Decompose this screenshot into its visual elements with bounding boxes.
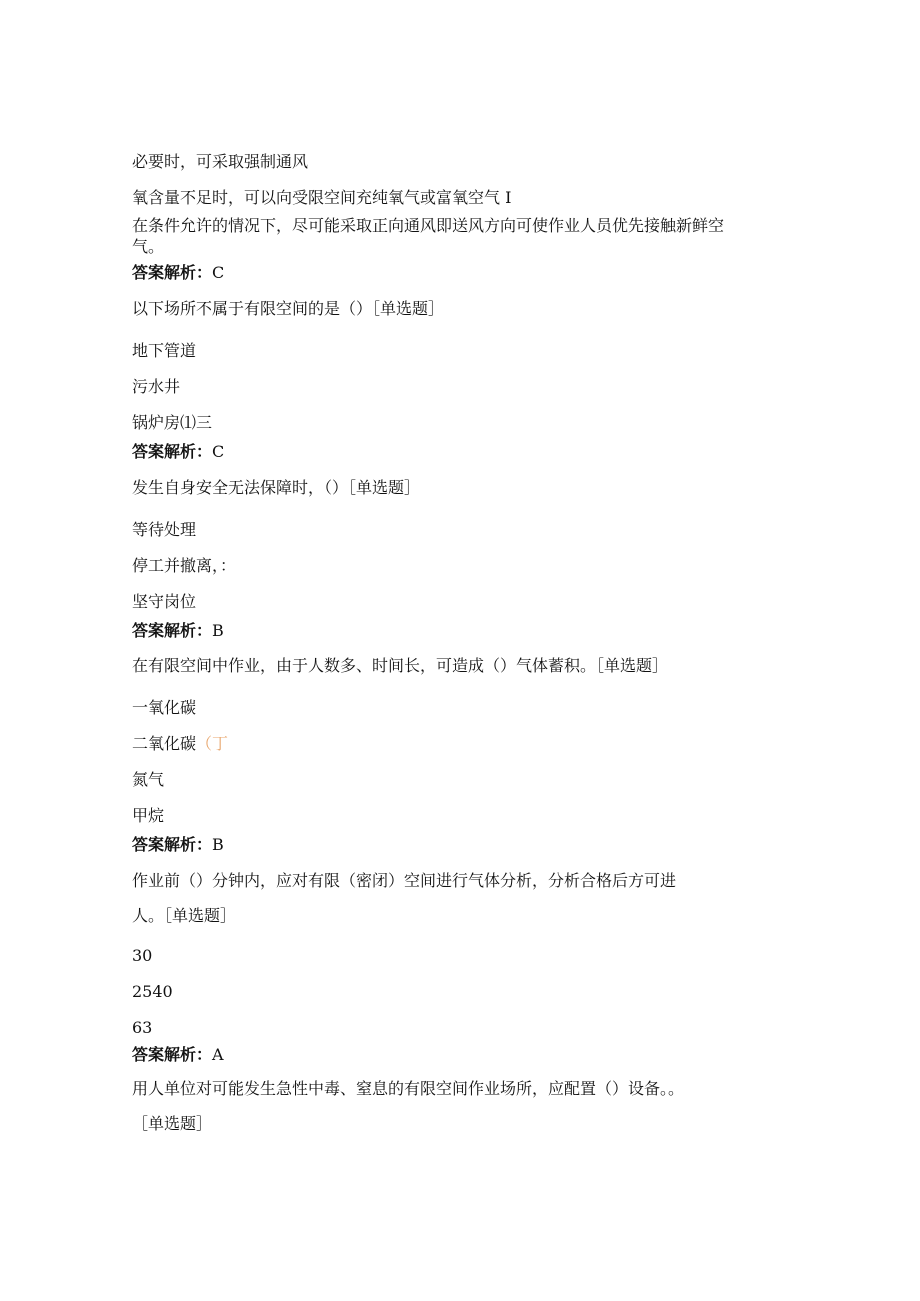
option-text: 等待处理 xyxy=(132,520,197,539)
answer-label: 答案解析： xyxy=(132,835,213,854)
answer-label: 答案解析： xyxy=(132,263,213,282)
option-text: 2540 xyxy=(132,982,173,1001)
answer-label: 答案解析： xyxy=(132,621,213,640)
option-text: 30 xyxy=(132,946,153,965)
handwritten-mark: （丁 xyxy=(196,734,229,753)
answer-line xyxy=(132,1045,224,1065)
answer-line xyxy=(132,442,224,462)
option-text: 甲烷 xyxy=(132,806,165,825)
answer-line xyxy=(132,621,224,641)
answer-label: 答案解析： xyxy=(132,442,213,461)
question-text: 发生自身安全无法保障时，（）［单选题］ xyxy=(132,478,421,497)
option-text: 必要时，可采取强制通风 xyxy=(132,152,309,171)
option-label: 二氧化碳 xyxy=(132,734,197,753)
option-text: 氧含量不足时，可以向受限空间充纯氧气或富氧空气 I xyxy=(132,188,512,207)
answer-line xyxy=(132,835,224,855)
question-text: 在有限空间中作业，由于人数多、时间长，可造成（）气体蓄积。［单选题］ xyxy=(132,656,669,675)
answer-value: B xyxy=(212,621,224,640)
option-text: 锅炉房⑴三 xyxy=(132,413,213,432)
answer-value: C xyxy=(212,263,225,282)
question-text: 用人单位对可能发生急性中毒、窒息的有限空间作业场所，应配置（）设备。。 xyxy=(132,1079,685,1098)
answer-line xyxy=(132,263,224,283)
option-text: 63 xyxy=(132,1018,153,1037)
option-text: 气。 xyxy=(132,237,165,256)
question-text: ［单选题］ xyxy=(132,1114,213,1133)
option-text: 污水井 xyxy=(132,377,181,396)
option-text: 停工并撤离，： xyxy=(132,556,237,575)
option-text xyxy=(132,734,228,754)
question-text: 以下场所不属于有限空间的是（）［单选题］ xyxy=(132,299,445,318)
answer-value: C xyxy=(212,442,225,461)
option-text: 氮气 xyxy=(132,770,165,789)
option-text: 一氧化碳 xyxy=(132,698,197,717)
question-text: 作业前（）分钟内，应对有限（密闭）空间进行气体分析，分析合格后方可进 xyxy=(132,871,677,890)
answer-value: B xyxy=(212,835,224,854)
answer-label: 答案解析： xyxy=(132,1045,213,1064)
option-text: 地下管道 xyxy=(132,341,197,360)
option-text: 在条件允许的情况下，尽可能采取正向通风即送风方向可使作业人员优先接触新鲜空 xyxy=(132,216,725,235)
question-text: 人。［单选题］ xyxy=(132,906,237,925)
option-text: 坚守岗位 xyxy=(132,592,197,611)
answer-value: A xyxy=(212,1045,224,1064)
